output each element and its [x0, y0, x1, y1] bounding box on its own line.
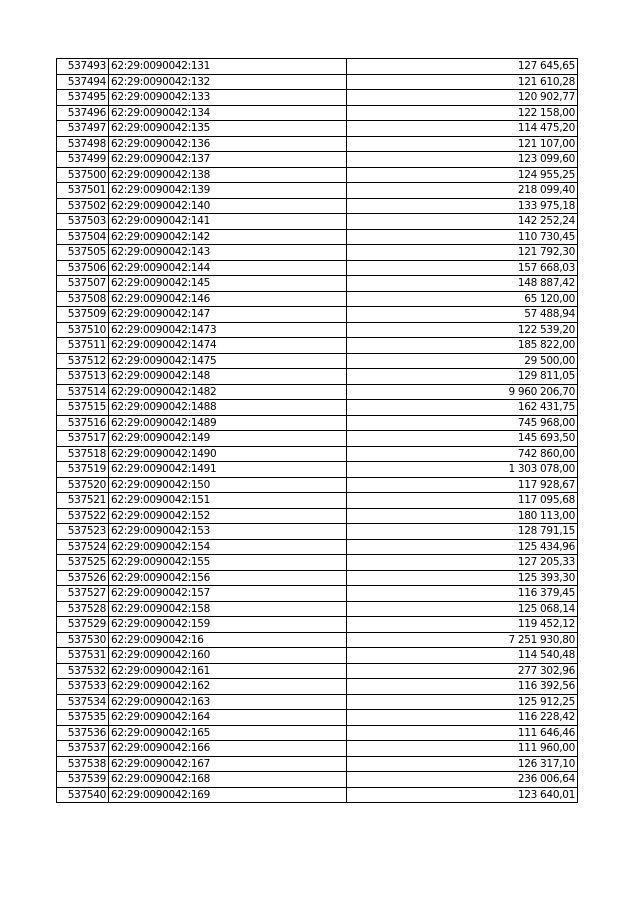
- cadastral-value-cell: 148 887,42: [347, 276, 578, 292]
- cadastral-value-cell: 277 302,96: [347, 663, 578, 679]
- row-number-cell: 537493: [57, 59, 109, 75]
- cadastral-number-cell: 62:29:0090042:142: [109, 229, 347, 245]
- row-number-cell: 537516: [57, 415, 109, 431]
- cadastral-value-cell: 9 960 206,70: [347, 384, 578, 400]
- cadastral-number-cell: 62:29:0090042:134: [109, 105, 347, 121]
- table-row: [57, 756, 578, 772]
- table-row: [57, 90, 578, 106]
- table-row: [57, 322, 578, 338]
- cadastral-number-cell: 62:29:0090042:136: [109, 136, 347, 152]
- table-row: [57, 493, 578, 509]
- row-number-cell: 537501: [57, 183, 109, 199]
- cadastral-number-cell: 62:29:0090042:159: [109, 617, 347, 633]
- cadastral-value-cell: 145 693,50: [347, 431, 578, 447]
- cadastral-value-cell: 127 645,65: [347, 59, 578, 75]
- row-number-cell: 537538: [57, 756, 109, 772]
- table-row: [57, 307, 578, 323]
- table-row: [57, 183, 578, 199]
- cadastral-number-cell: 62:29:0090042:158: [109, 601, 347, 617]
- cadastral-value-cell: 127 205,33: [347, 555, 578, 571]
- table-row: [57, 694, 578, 710]
- table-row: [57, 663, 578, 679]
- cadastral-value-cell: 29 500,00: [347, 353, 578, 369]
- row-number-cell: 537496: [57, 105, 109, 121]
- table-row: [57, 725, 578, 741]
- row-number-cell: 537495: [57, 90, 109, 106]
- row-number-cell: 537500: [57, 167, 109, 183]
- cadastral-value-cell: 117 928,67: [347, 477, 578, 493]
- cadastral-number-cell: 62:29:0090042:16: [109, 632, 347, 648]
- cadastral-number-cell: 62:29:0090042:139: [109, 183, 347, 199]
- cadastral-number-cell: 62:29:0090042:155: [109, 555, 347, 571]
- table-row: [57, 353, 578, 369]
- cadastral-number-cell: 62:29:0090042:1475: [109, 353, 347, 369]
- cadastral-value-cell: 122 158,00: [347, 105, 578, 121]
- table-row: [57, 214, 578, 230]
- cadastral-number-cell: 62:29:0090042:169: [109, 787, 347, 803]
- cadastral-number-cell: 62:29:0090042:135: [109, 121, 347, 137]
- table-row: [57, 400, 578, 416]
- table-row: [57, 59, 578, 75]
- cadastral-number-cell: 62:29:0090042:146: [109, 291, 347, 307]
- table-row: [57, 772, 578, 788]
- cadastral-value-cell: 162 431,75: [347, 400, 578, 416]
- table-row: [57, 586, 578, 602]
- table-row: [57, 477, 578, 493]
- row-number-cell: 537513: [57, 369, 109, 385]
- table-row: [57, 415, 578, 431]
- row-number-cell: 537540: [57, 787, 109, 803]
- row-number-cell: 537494: [57, 74, 109, 90]
- row-number-cell: 537503: [57, 214, 109, 230]
- cadastral-number-cell: 62:29:0090042:1482: [109, 384, 347, 400]
- row-number-cell: 537505: [57, 245, 109, 261]
- cadastral-number-cell: 62:29:0090042:143: [109, 245, 347, 261]
- cadastral-value-cell: 125 434,96: [347, 539, 578, 555]
- cadastral-number-cell: 62:29:0090042:1491: [109, 462, 347, 478]
- cadastral-value-cell: 142 252,24: [347, 214, 578, 230]
- table-row: [57, 338, 578, 354]
- cadastral-value-cell: 125 068,14: [347, 601, 578, 617]
- table-row: [57, 570, 578, 586]
- cadastral-number-cell: 62:29:0090042:148: [109, 369, 347, 385]
- cadastral-value-cell: 111 646,46: [347, 725, 578, 741]
- table-body: [57, 59, 578, 803]
- row-number-cell: 537515: [57, 400, 109, 416]
- cadastral-number-cell: 62:29:0090042:162: [109, 679, 347, 695]
- cadastral-value-cell: 133 975,18: [347, 198, 578, 214]
- row-number-cell: 537530: [57, 632, 109, 648]
- cadastral-number-cell: 62:29:0090042:164: [109, 710, 347, 726]
- cadastral-value-cell: 125 393,30: [347, 570, 578, 586]
- cadastral-value-cell: 65 120,00: [347, 291, 578, 307]
- row-number-cell: 537529: [57, 617, 109, 633]
- row-number-cell: 537519: [57, 462, 109, 478]
- cadastral-value-cell: 122 539,20: [347, 322, 578, 338]
- cadastral-number-cell: 62:29:0090042:133: [109, 90, 347, 106]
- cadastral-value-cell: 110 730,45: [347, 229, 578, 245]
- table-row: [57, 601, 578, 617]
- cadastral-number-cell: 62:29:0090042:163: [109, 694, 347, 710]
- table-row: [57, 152, 578, 168]
- cadastral-number-cell: 62:29:0090042:151: [109, 493, 347, 509]
- cadastral-value-cell: 157 668,03: [347, 260, 578, 276]
- row-number-cell: 537520: [57, 477, 109, 493]
- row-number-cell: 537510: [57, 322, 109, 338]
- row-number-cell: 537522: [57, 508, 109, 524]
- cadastral-value-cell: 7 251 930,80: [347, 632, 578, 648]
- table-row: [57, 555, 578, 571]
- table-row: [57, 105, 578, 121]
- cadastral-value-cell: 742 860,00: [347, 446, 578, 462]
- cadastral-value-cell: 745 968,00: [347, 415, 578, 431]
- cadastral-number-cell: 62:29:0090042:1488: [109, 400, 347, 416]
- row-number-cell: 537499: [57, 152, 109, 168]
- table-row: [57, 446, 578, 462]
- cadastral-number-cell: 62:29:0090042:152: [109, 508, 347, 524]
- cadastral-value-cell: 1 303 078,00: [347, 462, 578, 478]
- cadastral-value-cell: 117 095,68: [347, 493, 578, 509]
- cadastral-number-cell: 62:29:0090042:137: [109, 152, 347, 168]
- row-number-cell: 537506: [57, 260, 109, 276]
- cadastral-number-cell: 62:29:0090042:168: [109, 772, 347, 788]
- cadastral-number-cell: 62:29:0090042:138: [109, 167, 347, 183]
- cadastral-number-cell: 62:29:0090042:145: [109, 276, 347, 292]
- row-number-cell: 537511: [57, 338, 109, 354]
- table-row: [57, 787, 578, 803]
- cadastral-value-cell: 114 475,20: [347, 121, 578, 137]
- table-row: [57, 229, 578, 245]
- table-row: [57, 276, 578, 292]
- document-page: [56, 58, 577, 803]
- row-number-cell: 537518: [57, 446, 109, 462]
- row-number-cell: 537525: [57, 555, 109, 571]
- row-number-cell: 537497: [57, 121, 109, 137]
- table-row: [57, 524, 578, 540]
- cadastral-number-cell: 62:29:0090042:1489: [109, 415, 347, 431]
- row-number-cell: 537527: [57, 586, 109, 602]
- table-row: [57, 291, 578, 307]
- cadastral-value-cell: 121 610,28: [347, 74, 578, 90]
- table-row: [57, 431, 578, 447]
- cadastral-value-cell: 111 960,00: [347, 741, 578, 757]
- cadastral-number-cell: 62:29:0090042:154: [109, 539, 347, 555]
- cadastral-value-cell: 123 099,60: [347, 152, 578, 168]
- table-row: [57, 648, 578, 664]
- table-row: [57, 369, 578, 385]
- cadastral-value-cell: 125 912,25: [347, 694, 578, 710]
- cadastral-number-cell: 62:29:0090042:153: [109, 524, 347, 540]
- table-row: [57, 198, 578, 214]
- cadastral-number-cell: 62:29:0090042:149: [109, 431, 347, 447]
- row-number-cell: 537528: [57, 601, 109, 617]
- row-number-cell: 537508: [57, 291, 109, 307]
- row-number-cell: 537534: [57, 694, 109, 710]
- row-number-cell: 537504: [57, 229, 109, 245]
- row-number-cell: 537539: [57, 772, 109, 788]
- table-row: [57, 741, 578, 757]
- row-number-cell: 537526: [57, 570, 109, 586]
- cadastral-number-cell: 62:29:0090042:165: [109, 725, 347, 741]
- cadastral-number-cell: 62:29:0090042:1474: [109, 338, 347, 354]
- cadastral-number-cell: 62:29:0090042:156: [109, 570, 347, 586]
- cadastral-value-cell: 114 540,48: [347, 648, 578, 664]
- cadastral-value-cell: 57 488,94: [347, 307, 578, 323]
- cadastral-value-cell: 124 955,25: [347, 167, 578, 183]
- cadastral-number-cell: 62:29:0090042:132: [109, 74, 347, 90]
- cadastral-number-cell: 62:29:0090042:166: [109, 741, 347, 757]
- cadastral-number-cell: 62:29:0090042:150: [109, 477, 347, 493]
- cadastral-value-cell: 116 379,45: [347, 586, 578, 602]
- row-number-cell: 537524: [57, 539, 109, 555]
- row-number-cell: 537521: [57, 493, 109, 509]
- cadastral-value-cell: 129 811,05: [347, 369, 578, 385]
- row-number-cell: 537536: [57, 725, 109, 741]
- table-row: [57, 539, 578, 555]
- cadastral-value-cell: 236 006,64: [347, 772, 578, 788]
- table-row: [57, 384, 578, 400]
- table-row: [57, 710, 578, 726]
- row-number-cell: 537523: [57, 524, 109, 540]
- table-row: [57, 632, 578, 648]
- row-number-cell: 537533: [57, 679, 109, 695]
- cadastral-number-cell: 62:29:0090042:141: [109, 214, 347, 230]
- cadastral-number-cell: 62:29:0090042:167: [109, 756, 347, 772]
- cadastral-value-cell: 119 452,12: [347, 617, 578, 633]
- row-number-cell: 537535: [57, 710, 109, 726]
- row-number-cell: 537509: [57, 307, 109, 323]
- cadastral-number-cell: 62:29:0090042:140: [109, 198, 347, 214]
- cadastral-number-cell: 62:29:0090042:157: [109, 586, 347, 602]
- row-number-cell: 537531: [57, 648, 109, 664]
- cadastral-number-cell: 62:29:0090042:144: [109, 260, 347, 276]
- row-number-cell: 537507: [57, 276, 109, 292]
- cadastral-number-cell: 62:29:0090042:131: [109, 59, 347, 75]
- row-number-cell: 537532: [57, 663, 109, 679]
- cadastral-value-cell: 121 792,30: [347, 245, 578, 261]
- cadastral-value-table: [56, 58, 578, 803]
- row-number-cell: 537514: [57, 384, 109, 400]
- table-row: [57, 617, 578, 633]
- table-row: [57, 74, 578, 90]
- table-row: [57, 136, 578, 152]
- row-number-cell: 537498: [57, 136, 109, 152]
- table-row: [57, 121, 578, 137]
- cadastral-value-cell: 126 317,10: [347, 756, 578, 772]
- cadastral-value-cell: 128 791,15: [347, 524, 578, 540]
- cadastral-value-cell: 218 099,40: [347, 183, 578, 199]
- row-number-cell: 537537: [57, 741, 109, 757]
- cadastral-value-cell: 116 228,42: [347, 710, 578, 726]
- cadastral-value-cell: 116 392,56: [347, 679, 578, 695]
- row-number-cell: 537517: [57, 431, 109, 447]
- cadastral-value-cell: 121 107,00: [347, 136, 578, 152]
- row-number-cell: 537502: [57, 198, 109, 214]
- table-row: [57, 167, 578, 183]
- cadastral-number-cell: 62:29:0090042:147: [109, 307, 347, 323]
- table-row: [57, 260, 578, 276]
- table-row: [57, 679, 578, 695]
- cadastral-value-cell: 180 113,00: [347, 508, 578, 524]
- cadastral-number-cell: 62:29:0090042:160: [109, 648, 347, 664]
- table-row: [57, 508, 578, 524]
- cadastral-value-cell: 120 902,77: [347, 90, 578, 106]
- cadastral-number-cell: 62:29:0090042:1473: [109, 322, 347, 338]
- row-number-cell: 537512: [57, 353, 109, 369]
- cadastral-number-cell: 62:29:0090042:161: [109, 663, 347, 679]
- cadastral-value-cell: 123 640,01: [347, 787, 578, 803]
- cadastral-number-cell: 62:29:0090042:1490: [109, 446, 347, 462]
- table-row: [57, 245, 578, 261]
- table-row: [57, 462, 578, 478]
- cadastral-value-cell: 185 822,00: [347, 338, 578, 354]
